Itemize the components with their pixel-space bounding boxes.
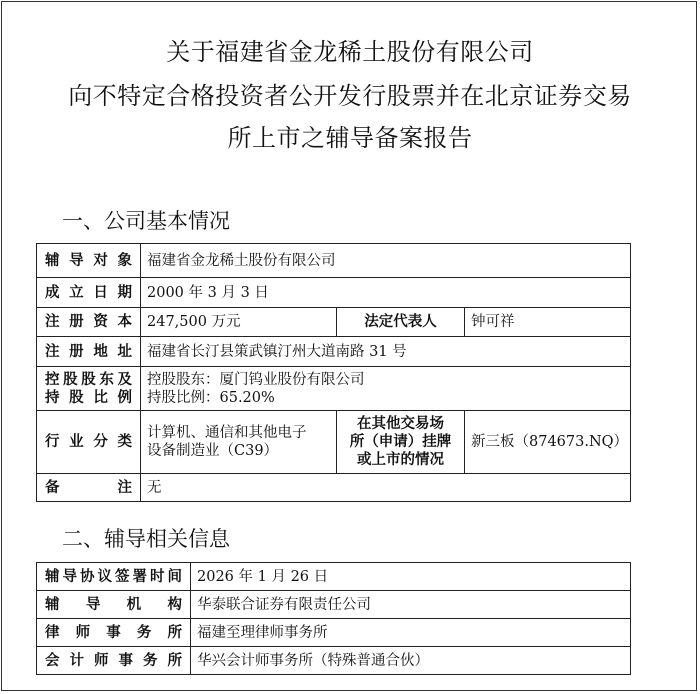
section-heading-tutoring-info: 二、辅导相关信息: [62, 527, 230, 551]
controller-label-line: 控股股东及: [45, 371, 132, 388]
remarks-label: 备注: [37, 474, 141, 502]
industry-value-line: 计算机、通信和其他电子: [147, 425, 307, 441]
controller-label-line: 持股比例: [45, 389, 132, 406]
document-title-line-1: 关于福建省金龙稀土股份有限公司: [166, 38, 534, 66]
table-row: [37, 308, 631, 337]
table-row: [37, 591, 631, 619]
table-row: [37, 411, 631, 474]
other-exchange-label-line: 或上市的情况: [357, 452, 444, 468]
institution-value: 华泰联合证券有限责任公司: [191, 591, 631, 619]
industry-value: [141, 411, 337, 474]
other-exchange-value: 新三板（874673.NQ）: [465, 411, 631, 474]
table-row: [37, 278, 631, 308]
capital-value: 247,500 万元: [141, 308, 337, 337]
accounting-firm-label: 会计师事务所: [37, 647, 191, 675]
other-exchange-label-line: 所（申请）挂牌: [349, 434, 452, 450]
table-row: [37, 474, 631, 502]
address-label: 注册地址: [37, 337, 141, 367]
agreement-date-label: 辅导协议签署时间: [37, 563, 191, 591]
institution-label: 辅导机构: [37, 591, 191, 619]
controller-value-line: 持股比例：65.20%: [147, 389, 275, 406]
law-firm-label: 律师事务所: [37, 619, 191, 647]
table-row: [37, 563, 631, 591]
industry-label: 行业分类: [37, 411, 141, 474]
industry-value-line: 设备制造业（C39）: [147, 443, 279, 459]
other-exchange-label-line: 在其他交易场: [357, 416, 444, 432]
subject-value: 福建省金龙稀土股份有限公司: [141, 244, 631, 278]
founded-label: 成立日期: [37, 278, 141, 308]
table-row: [37, 337, 631, 367]
accounting-firm-value: 华兴会计师事务所（特殊普通合伙）: [191, 647, 631, 675]
controller-value: [141, 367, 631, 411]
subject-label: 辅导对象: [37, 244, 141, 278]
controller-value-line: 控股股东：厦门钨业股份有限公司: [147, 371, 365, 388]
founded-value: 2000 年 3 月 3 日: [141, 278, 631, 308]
document-title-line-3: 所上市之辅导备案报告: [227, 124, 473, 152]
address-value: 福建省长汀县策武镇汀州大道南路 31 号: [141, 337, 631, 367]
capital-label: 注册资本: [37, 308, 141, 337]
table-row: [37, 647, 631, 675]
law-firm-value: 福建至理律师事务所: [191, 619, 631, 647]
table-row: [37, 367, 631, 411]
legal-rep-value: 钟可祥: [465, 308, 631, 337]
agreement-date-value: 2026 年 1 月 26 日: [191, 563, 631, 591]
table-row: [37, 244, 631, 278]
company-info-table: [36, 243, 631, 502]
table-row: [37, 619, 631, 647]
controller-label: [37, 367, 141, 411]
section-heading-company-info: 一、公司基本情况: [62, 209, 230, 233]
tutoring-info-table: [36, 562, 631, 675]
legal-rep-label: 法定代表人: [337, 308, 465, 337]
other-exchange-label: [337, 411, 465, 474]
remarks-value: 无: [141, 474, 631, 502]
document-title-line-2: 向不特定合格投资者公开发行股票并在北京证券交易: [68, 82, 632, 110]
